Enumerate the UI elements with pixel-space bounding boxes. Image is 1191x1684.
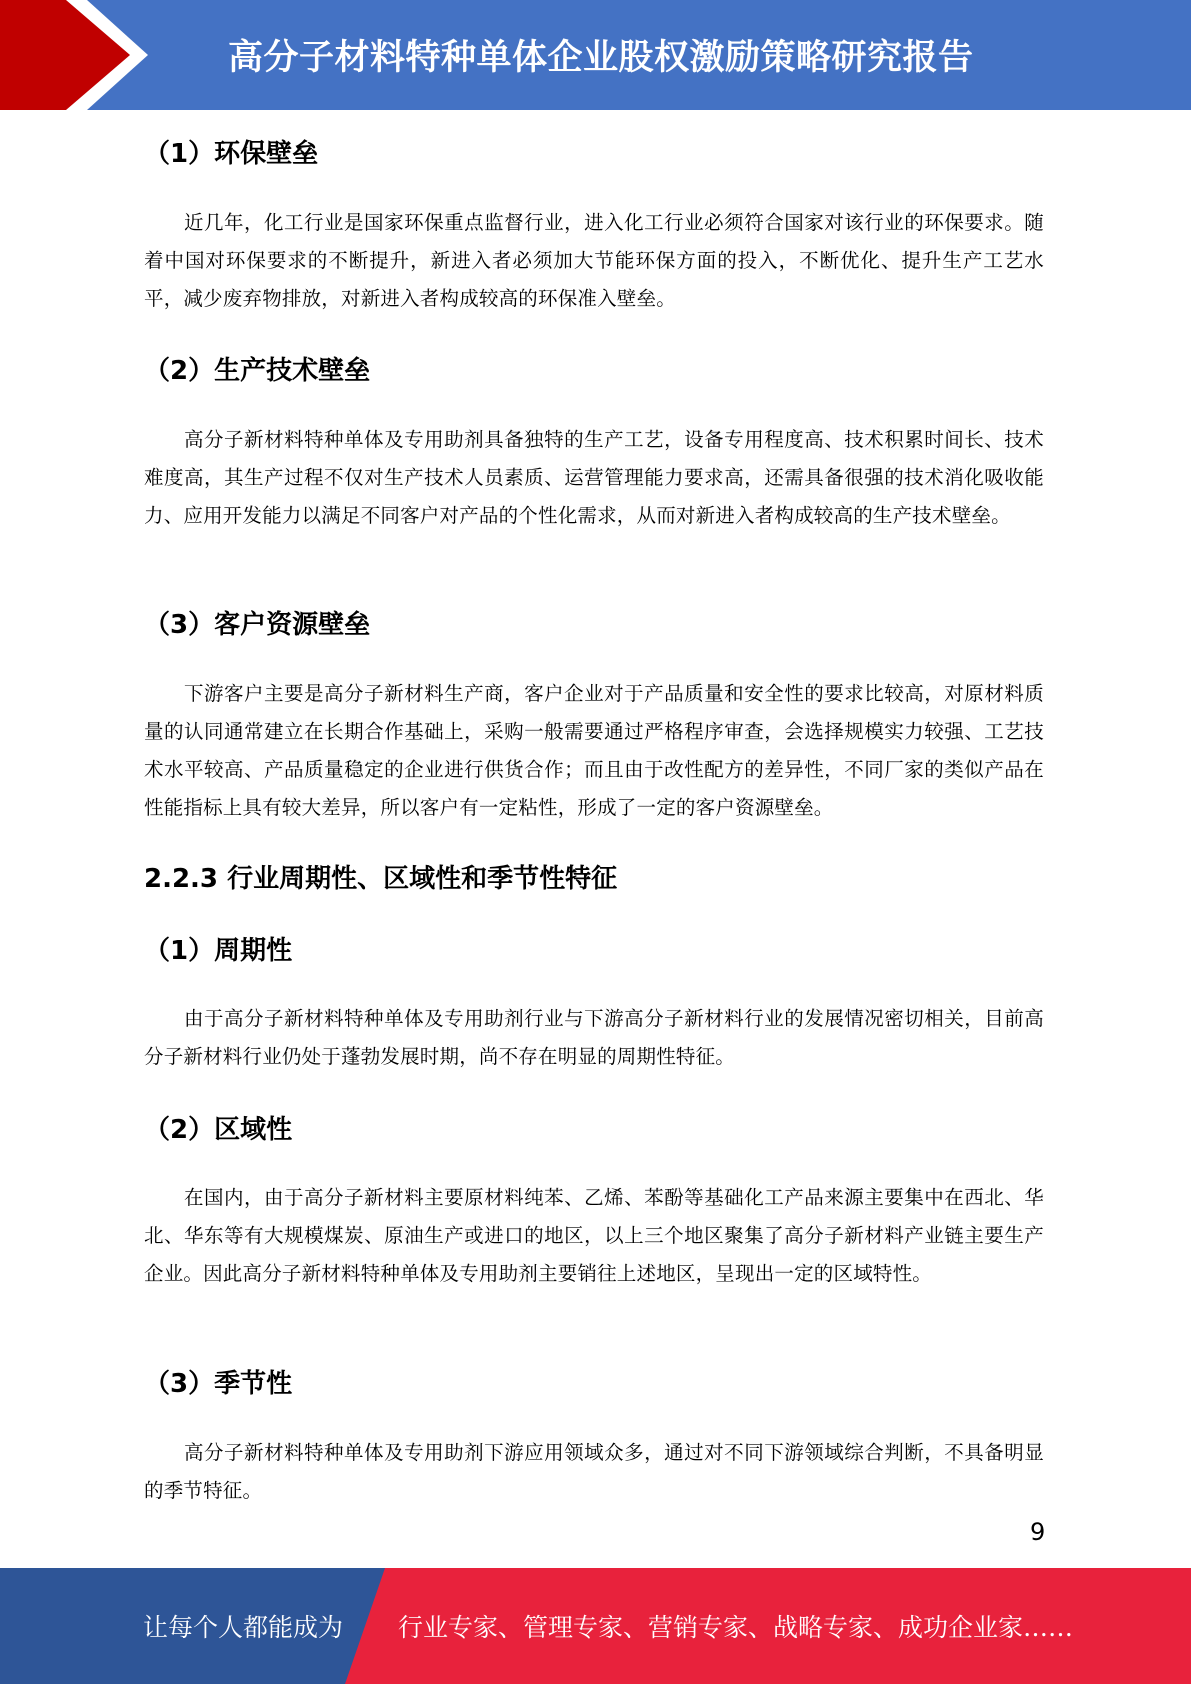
footer-slogan-right: 行业专家、管理专家、营销专家、战略专家、成功企业家…… [398, 1613, 1074, 1642]
subsection-paragraph-seasonal: 高分子新材料特种单体及专用助剂下游应用领域众多，通过对不同下游领域综合判断，不具备明显的季节特征。 [144, 1441, 1044, 1502]
section-paragraph-customer: 下游客户主要是高分子新材料生产商，客户企业对于产品质量和安全性的要求比较高，对原材料质量的认同通常建立在长期合作基础上，采购一般需要通过严格程序审查，会选择规模实力较强、工艺技术水平较高、产品质量稳定的企业进行供货合作；而且由于改性配方的差异性，不同厂家的类似产品在性能指标上具有较大差异，所以客户有一定粘性，形成了一定的客户资源壁垒。 [144, 682, 1044, 819]
section-heading-environmental: （1）环保壁垒 [144, 139, 319, 169]
subsection-title: 2.2.3 行业周期性、区域性和季节性特征 [144, 864, 618, 894]
header-banner [0, 0, 1191, 110]
report-title: 高分子材料特种单体企业股权激励策略研究报告 [228, 38, 974, 78]
subsection-heading-cyclical: （1）周期性 [144, 936, 293, 966]
section-paragraph-environmental: 近几年，化工行业是国家环保重点监督行业，进入化工行业必须符合国家对该行业的环保要求。随着中国对环保要求的不断提升，新进入者必须加大节能环保方面的投入，不断优化、提升生产工艺水平，减少废弃物排放，对新进入者构成较高的环保准入壁垒。 [144, 211, 1044, 310]
subsection-heading-regional: （2）区域性 [144, 1115, 293, 1145]
subsection-paragraph-regional: 在国内，由于高分子新材料主要原材料纯苯、乙烯、苯酚等基础化工产品来源主要集中在西北、华北、华东等有大规模煤炭、原油生产或进口的地区，以上三个地区聚集了高分子新材料产业链主要生产企业。因此高分子新材料特种单体及专用助剂主要销往上述地区，呈现出一定的区域特性。 [144, 1186, 1044, 1285]
section-paragraph-technology: 高分子新材料特种单体及专用助剂具备独特的生产工艺，设备专用程度高、技术积累时间长、技术难度高，其生产过程不仅对生产技术人员素质、运营管理能力要求高，还需具备很强的技术消化吸收能力、应用开发能力以满足不同客户对产品的个性化需求，从而对新进入者构成较高的生产技术壁垒。 [144, 428, 1044, 527]
subsection-paragraph-cyclical: 由于高分子新材料特种单体及专用助剂行业与下游高分子新材料行业的发展情况密切相关，目前高分子新材料行业仍处于蓬勃发展时期，尚不存在明显的周期性特征。 [144, 1007, 1044, 1068]
section-heading-customer: （3）客户资源壁垒 [144, 610, 371, 640]
chevron-icon [0, 0, 160, 110]
footer-slogan-left: 让每个人都能成为 [143, 1613, 344, 1642]
section-heading-technology: （2）生产技术壁垒 [144, 356, 371, 386]
subsection-heading-seasonal: （3）季节性 [144, 1369, 293, 1399]
page-number: 9 [1030, 1518, 1046, 1546]
footer-banner [0, 1568, 1191, 1684]
